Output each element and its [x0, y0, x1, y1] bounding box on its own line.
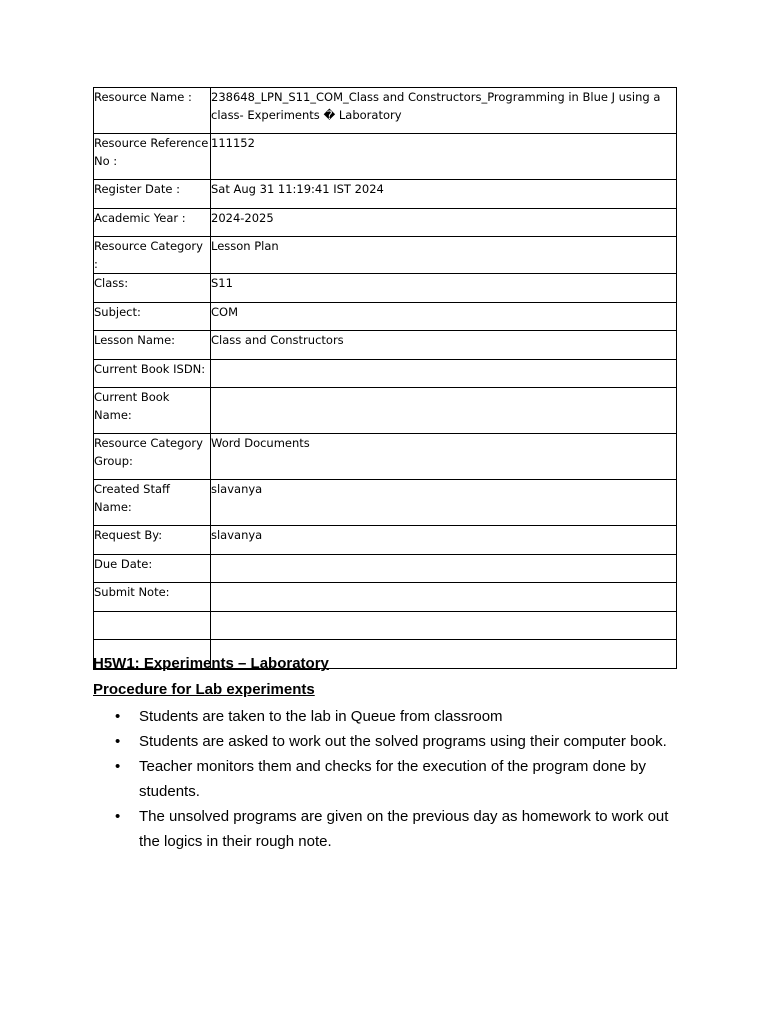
row-label: Academic Year : [94, 208, 211, 237]
row-label: Subject: [94, 302, 211, 331]
row-value: 238648_LPN_S11_COM_Class and Constructors_Programming in Blue J using a class- Experiments � Laboratory [211, 88, 677, 134]
bullet-icon: • [115, 758, 121, 775]
table-row [94, 180, 677, 209]
row-value: Sat Aug 31 11:19:41 IST 2024 [211, 180, 677, 209]
step-text: Students are taken to the lab in Queue from classroom [139, 708, 503, 725]
procedure-steps-list [93, 704, 673, 854]
row-label: Due Date: [94, 554, 211, 583]
table-row [94, 331, 677, 360]
list-item [93, 804, 673, 854]
row-value [211, 583, 677, 612]
row-label: Request By: [94, 526, 211, 555]
row-label: Lesson Name: [94, 331, 211, 360]
table-row [94, 434, 677, 480]
row-label: Register Date : [94, 180, 211, 209]
procedure-heading: Procedure for Lab experiments [93, 681, 315, 698]
bullet-icon: • [115, 708, 121, 725]
table-row [94, 208, 677, 237]
table-row [94, 359, 677, 388]
row-value: slavanya [211, 480, 677, 526]
row-value [211, 359, 677, 388]
row-label: Resource Name : [94, 88, 211, 134]
list-item [93, 729, 673, 754]
table-row [94, 611, 677, 640]
table-row [94, 237, 677, 274]
table-row [94, 388, 677, 434]
row-value: Class and Constructors [211, 331, 677, 360]
table-row [94, 526, 677, 555]
row-value: 2024-2025 [211, 208, 677, 237]
resource-details-table [93, 87, 677, 669]
row-label: Resource Category Group: [94, 434, 211, 480]
table-row [94, 554, 677, 583]
row-label: Resource Category : [94, 237, 211, 274]
row-value: COM [211, 302, 677, 331]
bullet-icon: • [115, 733, 121, 750]
row-value: S11 [211, 274, 677, 303]
row-value [211, 554, 677, 583]
section-heading: H5W1: Experiments – Laboratory [93, 655, 329, 672]
row-label: Submit Note: [94, 583, 211, 612]
table-row [94, 274, 677, 303]
table-row [94, 480, 677, 526]
row-value [211, 611, 677, 640]
row-value: 111152 [211, 134, 677, 180]
row-label: Class: [94, 274, 211, 303]
row-value: slavanya [211, 526, 677, 555]
row-value: Word Documents [211, 434, 677, 480]
row-label [94, 611, 211, 640]
row-label: Current Book ISDN: [94, 359, 211, 388]
step-text: Students are asked to work out the solved programs using their computer book. [139, 733, 667, 750]
list-item [93, 754, 673, 804]
step-text: Teacher monitors them and checks for the execution of the program done by students. [139, 758, 646, 800]
row-label: Current Book Name: [94, 388, 211, 434]
table-row [94, 302, 677, 331]
list-item [93, 704, 673, 729]
table-row [94, 88, 677, 134]
row-label: Resource Reference No : [94, 134, 211, 180]
bullet-icon: • [115, 808, 121, 825]
row-label: Created Staff Name: [94, 480, 211, 526]
row-value [211, 388, 677, 434]
step-text: The unsolved programs are given on the previous day as homework to work out the logics in their rough note. [139, 808, 669, 850]
row-value: Lesson Plan [211, 237, 677, 274]
table-row [94, 134, 677, 180]
table-row [94, 583, 677, 612]
